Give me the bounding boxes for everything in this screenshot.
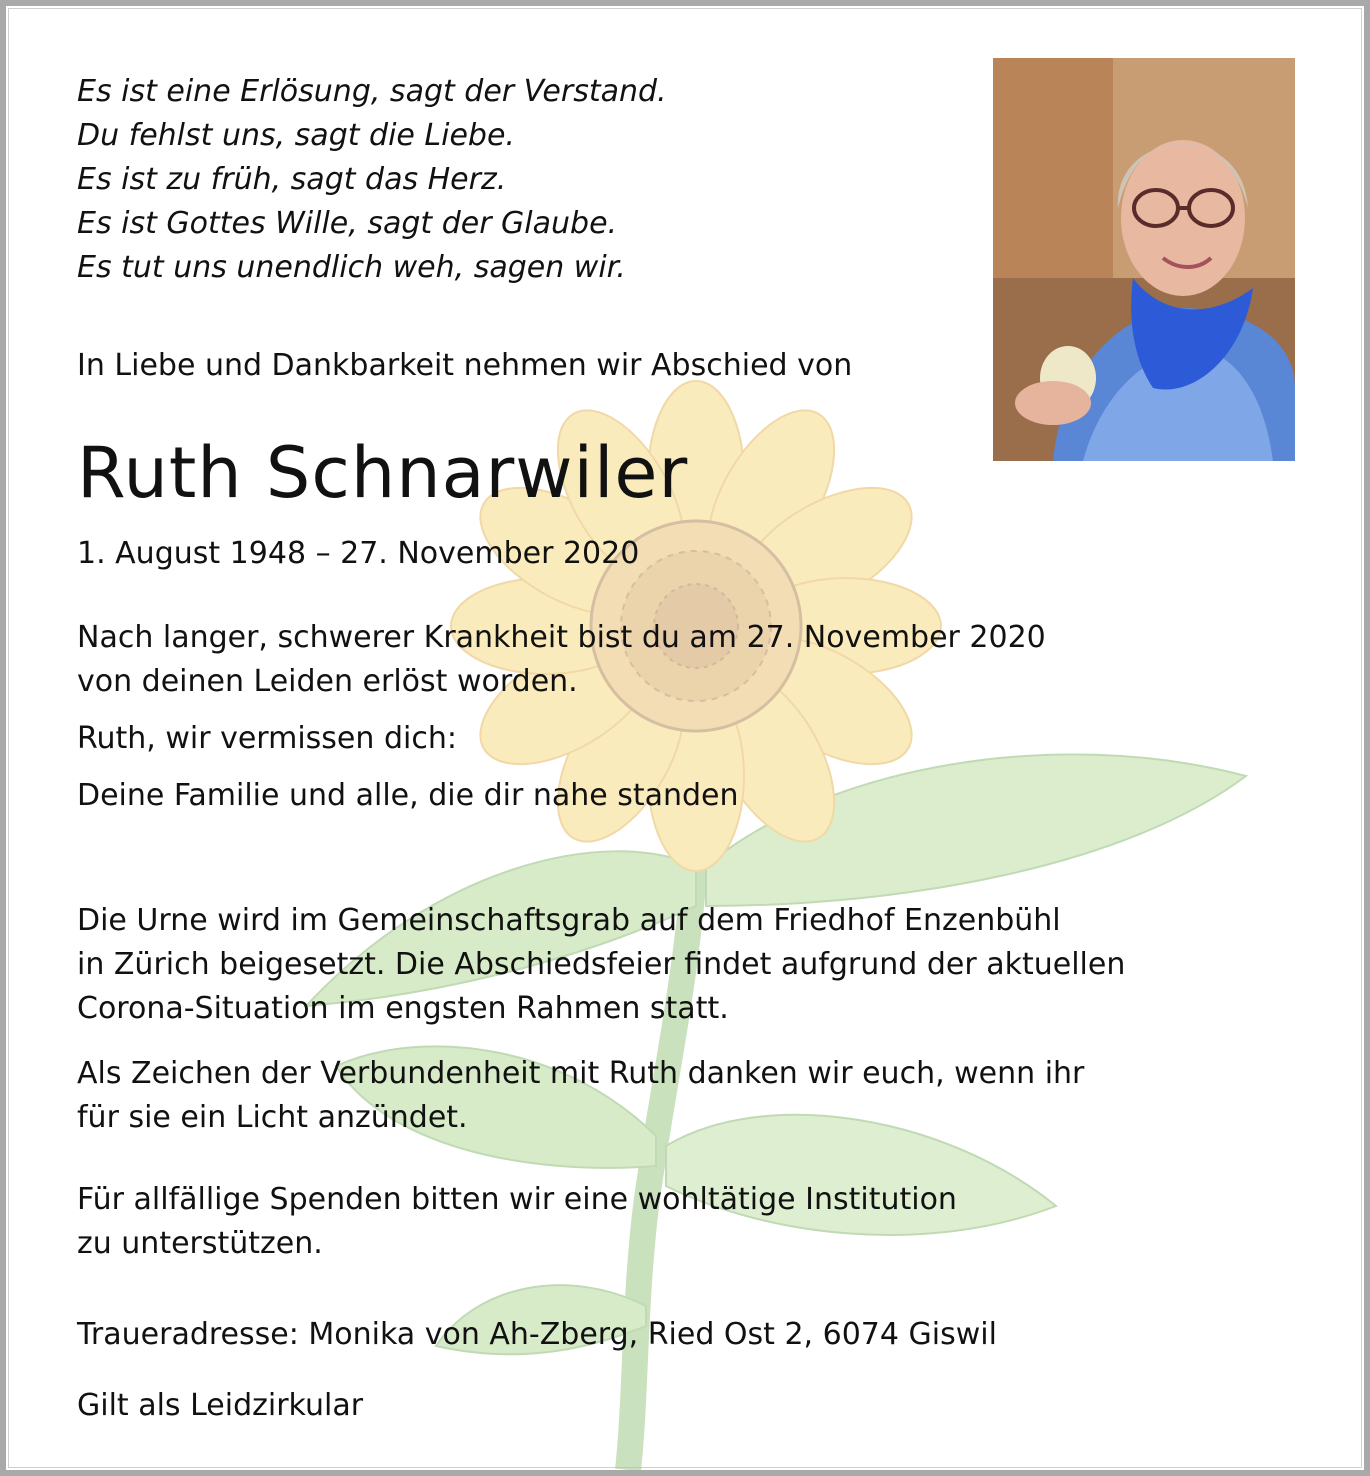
poem-line: Es ist zu früh, sagt das Herz. [77, 162, 507, 197]
text-line: von deinen Leiden erlöst worden. [77, 664, 578, 699]
mourning-address: Traueradresse: Monika von Ah-Zberg, Ried Ost 2, 6074 Giswil [77, 1317, 997, 1352]
family-line: Deine Familie und alle, die dir nahe standen [77, 778, 739, 813]
text-line: Als Zeichen der Verbundenheit mit Ruth danken wir euch, wenn ihr [77, 1056, 1085, 1091]
deceased-name: Ruth Schnarwiler [77, 432, 689, 514]
text-line: Die Urne wird im Gemeinschaftsgrab auf dem Friedhof Enzenbühl [77, 903, 1061, 938]
text-line: Für allfällige Spenden bitten wir eine wohltätige Institution [77, 1182, 957, 1217]
text-line: Nach langer, schwerer Krankheit bist du am 27. November 2020 [77, 620, 1046, 655]
paragraph-illness [77, 616, 1046, 704]
text-line: in Zürich beigesetzt. Die Abschiedsfeier findet aufgrund der aktuellen [77, 947, 1126, 982]
text-line: für sie ein Licht anzündet. [77, 1100, 468, 1135]
paragraph-donation [77, 1178, 957, 1266]
life-dates: 1. August 1948 – 27. November 2020 [77, 536, 640, 571]
poem-line: Es tut uns unendlich weh, sagen wir. [77, 250, 626, 285]
circular-note: Gilt als Leidzirkular [77, 1388, 364, 1423]
poem-line: Es ist eine Erlösung, sagt der Verstand. [77, 74, 667, 109]
miss-line: Ruth, wir vermissen dich: [77, 721, 457, 756]
poem [77, 70, 667, 290]
text-line: Corona-Situation im engsten Rahmen statt. [77, 991, 729, 1026]
poem-line: Du fehlst uns, sagt die Liebe. [77, 118, 515, 153]
intro-text: In Liebe und Dankbarkeit nehmen wir Abschied von [77, 348, 853, 383]
paragraph-urn [77, 899, 1125, 1031]
portrait-photo [993, 58, 1295, 461]
poem-line: Es ist Gottes Wille, sagt der Glaube. [77, 206, 618, 241]
paragraph-light [77, 1052, 1084, 1140]
text-line: zu unterstützen. [77, 1226, 323, 1261]
